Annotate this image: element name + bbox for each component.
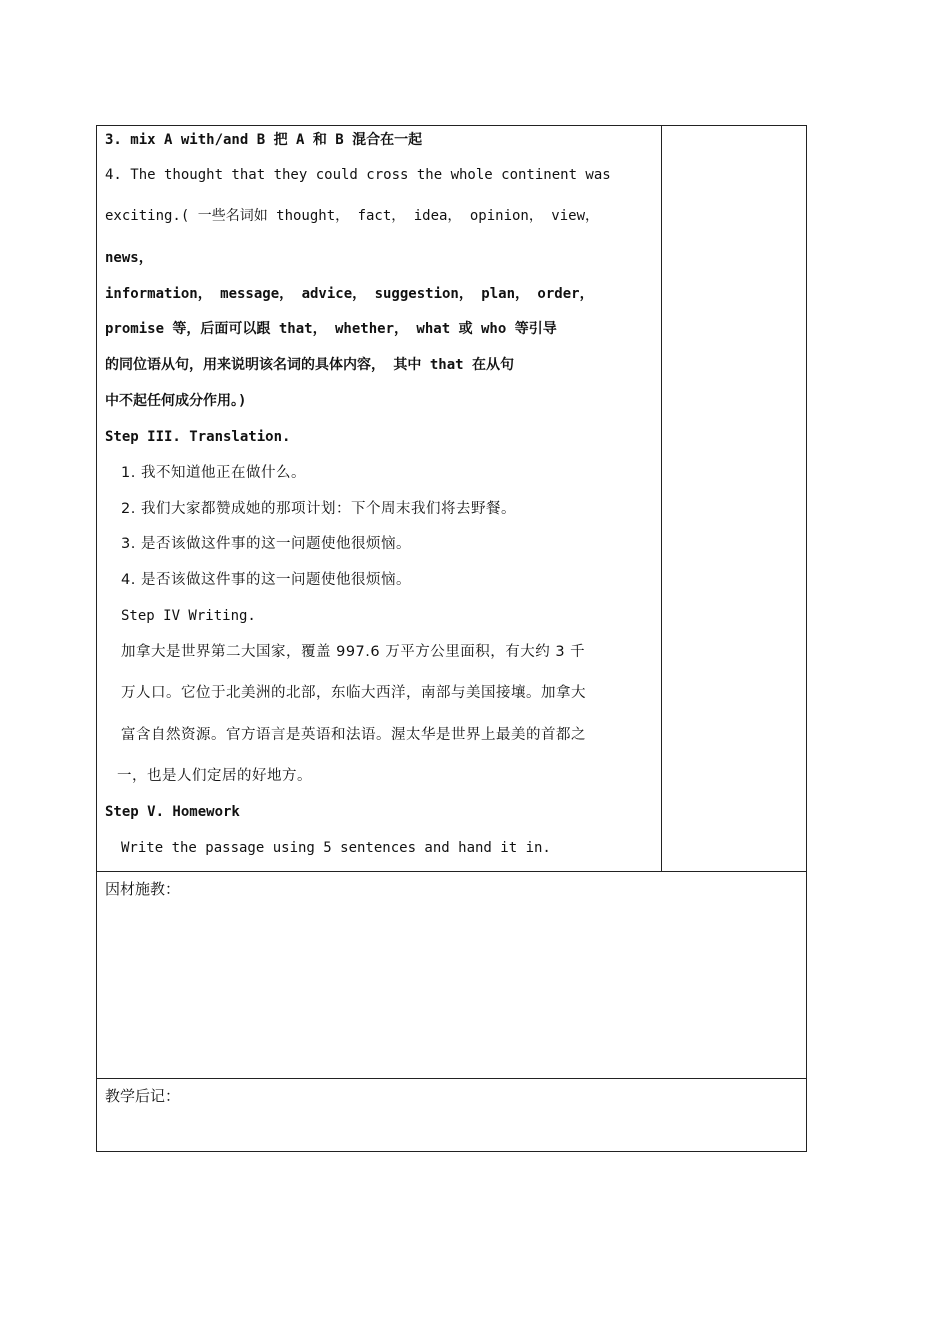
item-4-note-line-3: information， message， advice， suggestion， plan， order， <box>105 286 594 302</box>
writing-text-line-4: 一，也是人们定居的好地方。 <box>117 768 312 784</box>
adapt-teaching-label: 因材施教： <box>105 880 181 898</box>
side-notes-cell <box>662 126 807 872</box>
item-4-note-line-4: promise 等，后面可以跟 that， whether， what 或 who 等引导 <box>105 321 557 337</box>
translation-3: 3. 是否该做这件事的这一问题使他很烦恼。 <box>121 536 411 552</box>
adapt-teaching-cell <box>97 872 807 1079</box>
translation-2: 2. 我们大家都赞成她的那项计划：下个周末我们将去野餐。 <box>121 501 516 517</box>
item-4-example: 4. The thought that they could cross the whole continent was <box>105 167 611 183</box>
lesson-content-cell <box>97 126 662 872</box>
step-3-heading: Step III. Translation. <box>105 429 291 445</box>
adapt-row <box>97 872 807 1079</box>
teaching-reflection-cell <box>97 1079 807 1152</box>
teaching-reflection-label: 教学后记： <box>105 1087 181 1105</box>
lesson-plan-table <box>96 125 807 1152</box>
step-4-heading: Step IV Writing. <box>121 608 256 624</box>
item-4-note-line-5: 的同位语从句，用来说明该名词的具体内容， 其中 that 在从句 <box>105 357 514 373</box>
writing-text-line-3: 富含自然资源。官方语言是英语和法语。渥太华是世界上最美的首都之 <box>121 727 586 743</box>
writing-text-line-1: 加拿大是世界第二大国家，覆盖 997.6 万平方公里面积，有大约 3 千 <box>121 644 586 660</box>
translation-1: 1. 我不知道他正在做什么。 <box>121 465 306 481</box>
item-3-phrase: 3. mix A with/and B 把 A 和 B 混合在一起 <box>105 132 423 148</box>
step-5-heading: Step V. Homework <box>105 804 240 820</box>
reflection-row <box>97 1079 807 1152</box>
translation-4: 4. 是否该做这件事的这一问题使他很烦恼。 <box>121 572 411 588</box>
homework-text: Write the passage using 5 sentences and hand it in. <box>121 840 551 856</box>
item-4-note-line-6: 中不起任何成分作用。) <box>105 393 247 409</box>
item-4-note-line-1: exciting.( 一些名词如 thought， fact， idea， opinion， view， <box>105 208 600 224</box>
content-row <box>97 126 807 872</box>
item-4-note-line-2: news， <box>105 250 153 266</box>
writing-text-line-2: 万人口。它位于北美洲的北部，东临大西洋，南部与美国接壤。加拿大 <box>121 685 586 701</box>
